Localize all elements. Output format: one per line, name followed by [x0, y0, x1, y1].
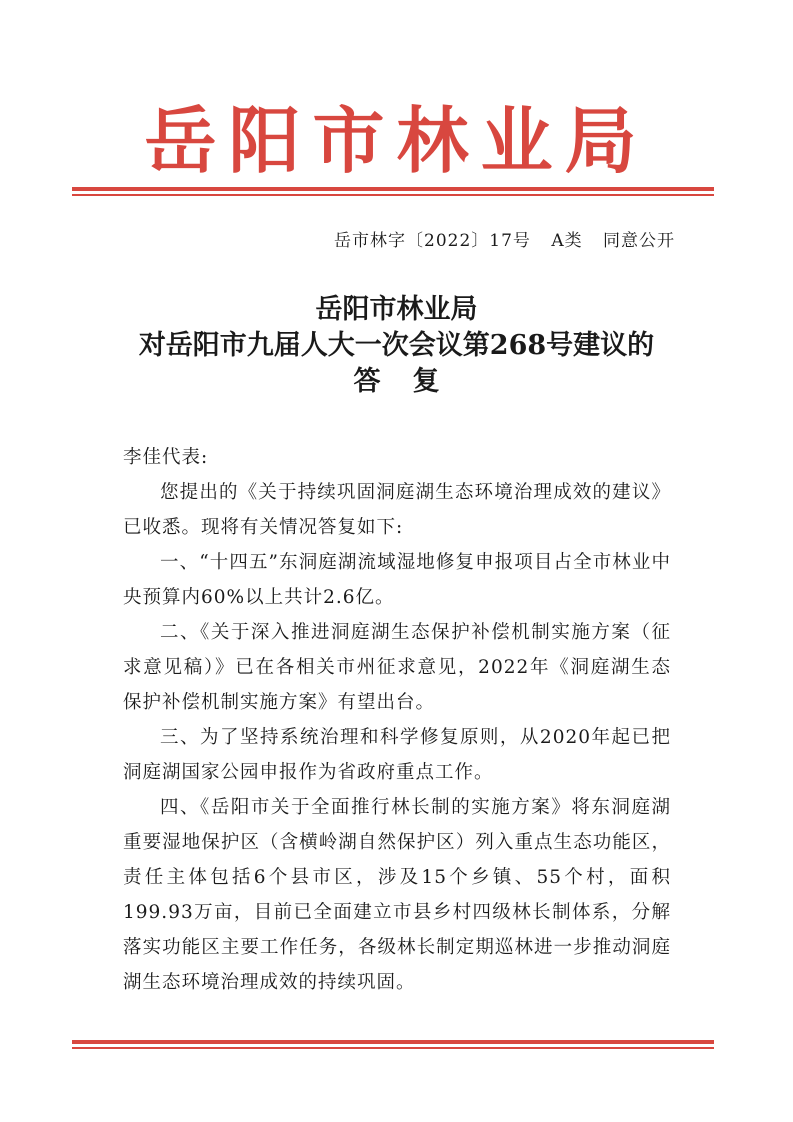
title-line-3: 答复	[353, 366, 472, 397]
document-code: 岳市林字〔2022〕17号	[334, 231, 531, 251]
paragraph-item-4: 四、《岳阳市关于全面推行林长制的实施方案》将东洞庭湖重要湿地保护区（含横岭湖自然保护区）列入重点生态功能区，责任主体包括6个县市区，涉及15个乡镇、55个村，面积199.93万亩，目前已全面建立市县乡村四级林长制体系，分解落实功能区主要工作任务，各级林长制定期巡林进一步推动洞庭湖生态环境治理成效的持续巩固。	[123, 797, 671, 993]
letterhead-title: 岳阳市林业局	[144, 98, 649, 183]
footer-divider	[72, 1040, 714, 1049]
document-body	[123, 440, 671, 1000]
salutation: 李佳代表:	[123, 447, 209, 468]
paragraph-item-2: 二、《关于深入推进洞庭湖生态保护补偿机制实施方案（征求意见稿）》已在各相关市州征求意见，2022年《洞庭湖生态保护补偿机制实施方案》有望出台。	[123, 622, 671, 713]
disclosure-status: 同意公开	[603, 231, 675, 251]
paragraph-item-1: 一、“十四五”东洞庭湖流域湿地修复申报项目占全市林业中央预算内60%以上共计2.6亿。	[123, 552, 671, 608]
divider-thin-line	[72, 194, 714, 196]
letterhead-divider	[72, 187, 714, 196]
document-category: A类	[551, 231, 583, 251]
paragraph-item-3: 三、为了坚持系统治理和科学修复原则，从2020年起已把洞庭湖国家公园申报作为省政府重点工作。	[123, 727, 671, 783]
footer-divider-thick-line	[72, 1040, 714, 1044]
document-number-line	[334, 226, 675, 251]
document-title	[0, 292, 793, 400]
footer-divider-thin-line	[72, 1047, 714, 1049]
title-line-1: 岳阳市林业局	[315, 294, 478, 325]
title-line-2: 对岳阳市九届人大一次会议第268号建议的	[138, 330, 655, 361]
paragraph-intro: 您提出的《关于持续巩固洞庭湖生态环境治理成效的建议》已收悉。现将有关情况答复如下:	[123, 482, 671, 538]
divider-thick-line	[72, 187, 714, 191]
